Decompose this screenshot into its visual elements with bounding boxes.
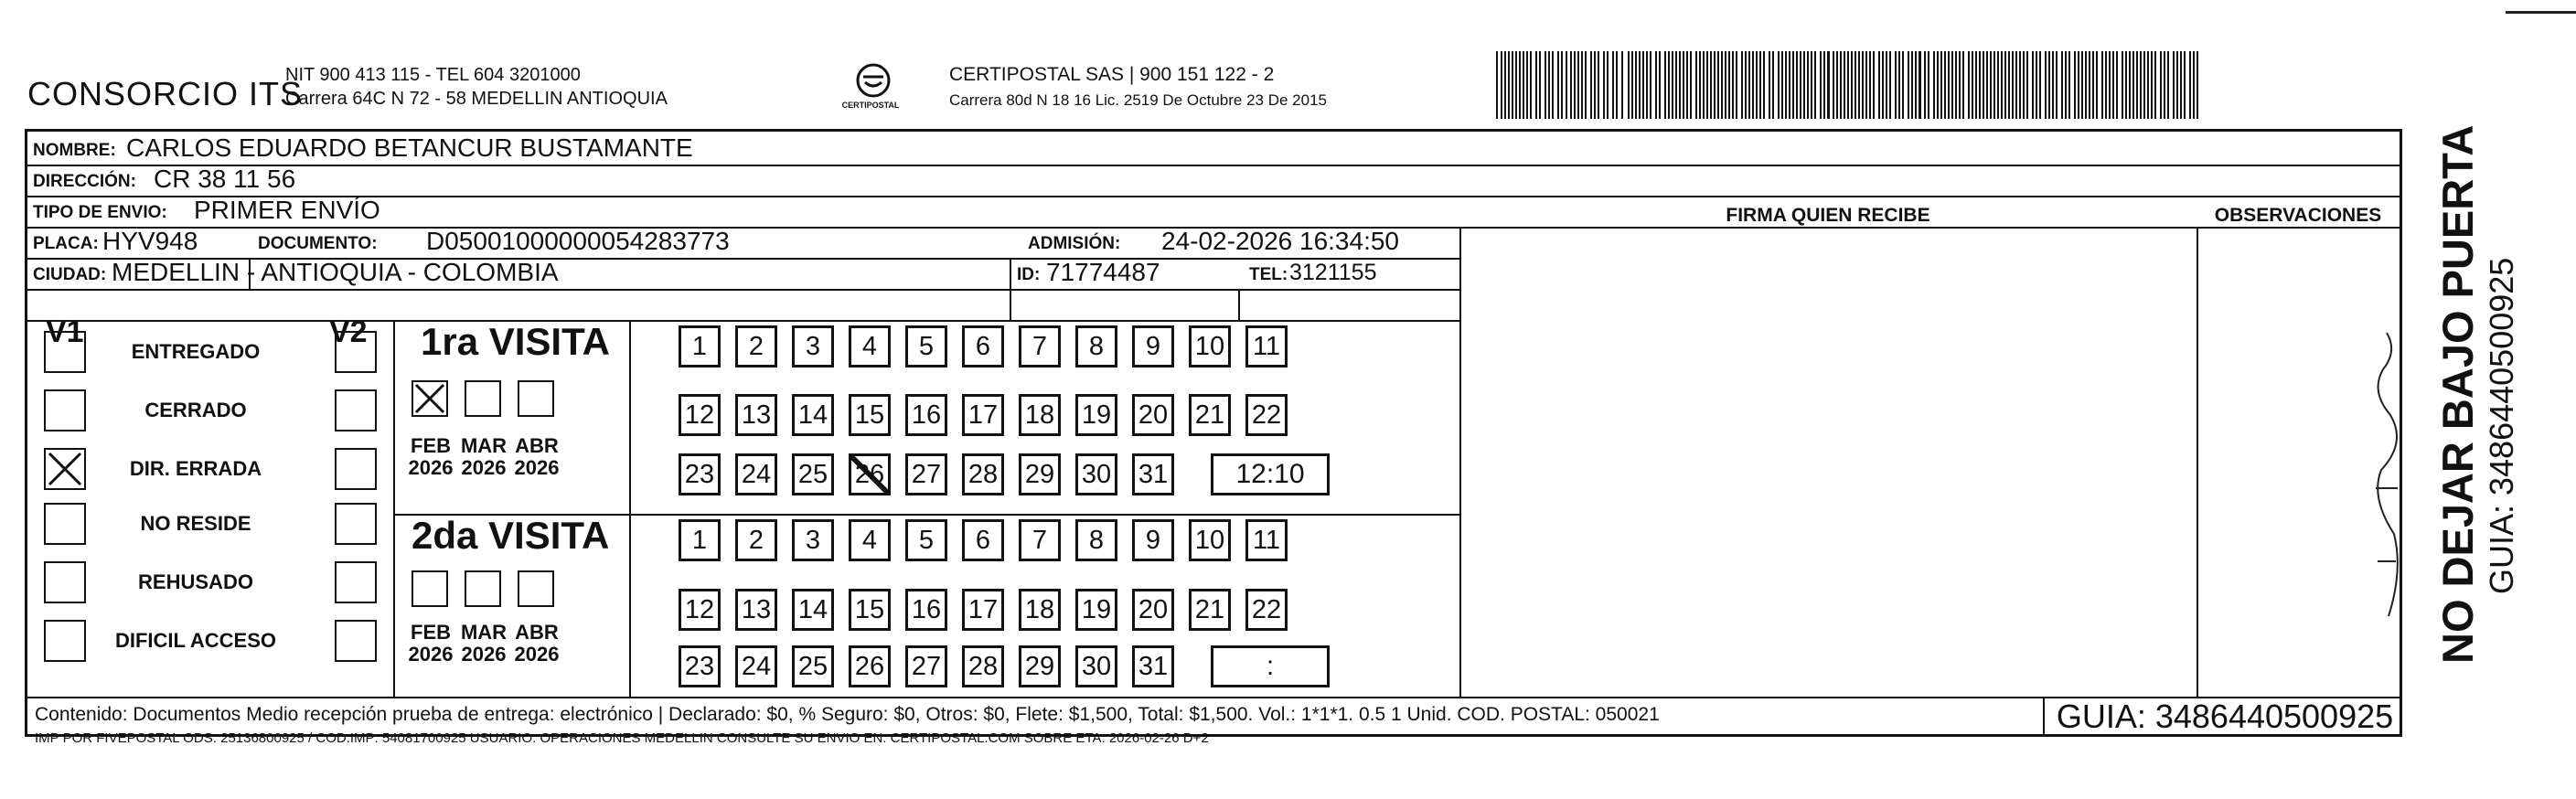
- day-box[interactable]: 12: [679, 589, 721, 631]
- day-box[interactable]: 23: [679, 645, 721, 687]
- day-box[interactable]: 25: [792, 645, 834, 687]
- day-box[interactable]: 23: [679, 453, 721, 495]
- day-box[interactable]: 18: [1019, 394, 1061, 436]
- day-box[interactable]: 2: [735, 325, 777, 368]
- status-label: DIFICIL ACCESO: [114, 629, 276, 652]
- year-label: 2026: [461, 456, 507, 479]
- month-label: MAR: [460, 621, 508, 644]
- day-box[interactable]: 29: [1019, 645, 1061, 687]
- first-visit-time[interactable]: 12:10: [1211, 453, 1330, 495]
- day-box[interactable]: 22: [1245, 394, 1288, 436]
- tipo-envio-value: PRIMER ENVÍO: [194, 196, 380, 224]
- day-box[interactable]: 11: [1245, 325, 1288, 368]
- day-box[interactable]: 13: [735, 394, 777, 436]
- day-box[interactable]: 6: [962, 519, 1004, 561]
- day-box[interactable]: 14: [792, 394, 834, 436]
- company-name: CONSORCIO ITS: [27, 75, 304, 112]
- tipo-envio-label: TIPO DE ENVIO:: [33, 203, 167, 222]
- v1-label: V1: [46, 314, 84, 349]
- day-box[interactable]: 17: [962, 589, 1004, 631]
- month-label: FEB: [411, 621, 451, 644]
- v2-checkbox[interactable]: [335, 331, 377, 373]
- day-box[interactable]: 16: [905, 394, 947, 436]
- direccion-value: CR 38 11 56: [154, 165, 296, 193]
- day-box[interactable]: 9: [1132, 325, 1174, 368]
- v2-checkbox[interactable]: [335, 620, 377, 662]
- admision-value: 24-02-2026 16:34:50: [1161, 227, 1399, 255]
- day-box[interactable]: 15: [849, 589, 891, 631]
- day-box[interactable]: 21: [1189, 394, 1231, 436]
- delivery-form: [25, 129, 2402, 746]
- day-box[interactable]: 5: [905, 519, 947, 561]
- day-box[interactable]: 4: [849, 325, 891, 368]
- day-box[interactable]: 27: [905, 453, 947, 495]
- day-box[interactable]: 20: [1132, 394, 1174, 436]
- day-box[interactable]: 1: [679, 519, 721, 561]
- day-box[interactable]: 2: [735, 519, 777, 561]
- partner-line: CERTIPOSTAL SAS | 900 151 122 - 2: [949, 64, 1275, 85]
- v2-checkbox[interactable]: [335, 561, 377, 603]
- day-box[interactable]: 14: [792, 589, 834, 631]
- first-visit-title: 1ra VISITA: [421, 320, 610, 363]
- status-label: ENTREGADO: [131, 340, 261, 363]
- day-box[interactable]: 3: [792, 519, 834, 561]
- year-label: 2026: [408, 643, 454, 666]
- company-nit: NIT 900 413 115 - TEL 604 3201000: [285, 65, 581, 85]
- month-label: MAR: [460, 434, 508, 457]
- day-box[interactable]: 17: [962, 394, 1004, 436]
- status-label: NO RESIDE: [140, 512, 251, 535]
- signature-mark: [2368, 324, 2405, 634]
- second-visit-title: 2da VISITA: [412, 514, 610, 557]
- v2-checkbox[interactable]: [335, 503, 377, 545]
- documento-value: D05001000000054283773: [426, 227, 730, 255]
- firma-header: FIRMA QUIEN RECIBE: [1726, 205, 1930, 226]
- nombre-value: CARLOS EDUARDO BETANCUR BUSTAMANTE: [126, 133, 693, 162]
- placa-label: PLACA:: [33, 234, 99, 253]
- ciudad-label: CIUDAD:: [33, 265, 107, 284]
- company-address: Carrera 64C N 72 - 58 MEDELLIN ANTIOQUIA: [285, 89, 668, 109]
- day-box[interactable]: 12: [679, 394, 721, 436]
- day-box[interactable]: 13: [735, 589, 777, 631]
- imp-text: IMP POR FIVEPOSTAL ODS: 25136800925 / COD.IMP: 54081700925 USUARIO: OPERACIONES MEDELLIN CONSULTE SU ENVIO EN: CERTIPOSTAL.COM SOBRE ETA: 2026-02-26 D+2: [35, 730, 1209, 746]
- tel-label: TEL:: [1249, 265, 1288, 284]
- month-checkbox[interactable]: [465, 380, 501, 417]
- license-line: Carrera 80d N 18 16 Lic. 2519 De Octubre 23 De 2015: [949, 91, 1327, 109]
- v1-checkbox[interactable]: [44, 561, 86, 603]
- v2-checkbox[interactable]: [335, 389, 377, 431]
- day-box[interactable]: 7: [1019, 325, 1061, 368]
- day-box[interactable]: 11: [1245, 519, 1288, 561]
- year-label: 2026: [514, 456, 560, 479]
- month-checkbox[interactable]: [412, 380, 448, 417]
- documento-label: DOCUMENTO:: [258, 234, 378, 253]
- v1-checkbox[interactable]: [44, 448, 86, 490]
- day-box[interactable]: 4: [849, 519, 891, 561]
- day-box[interactable]: 26: [849, 645, 891, 687]
- day-box[interactable]: 21: [1189, 589, 1231, 631]
- month-checkbox[interactable]: [465, 570, 501, 607]
- day-box[interactable]: 19: [1075, 394, 1117, 436]
- day-box[interactable]: 25: [792, 453, 834, 495]
- v1-checkbox[interactable]: [44, 389, 86, 431]
- side-notice: NO DEJAR BAJO PUERTA: [2433, 124, 2482, 664]
- day-box[interactable]: 18: [1019, 589, 1061, 631]
- month-checkbox[interactable]: [518, 570, 554, 607]
- day-box[interactable]: 27: [905, 645, 947, 687]
- ciudad-value: MEDELLIN - ANTIOQUIA - COLOMBIA: [112, 258, 559, 286]
- day-box[interactable]: 9: [1132, 519, 1174, 561]
- corner-line: [2506, 11, 2576, 14]
- day-box[interactable]: 30: [1075, 645, 1117, 687]
- v1-checkbox[interactable]: [44, 620, 86, 662]
- direccion-label: DIRECCIÓN:: [33, 172, 136, 191]
- month-label: FEB: [411, 434, 451, 457]
- status-label: DIR. ERRADA: [129, 457, 262, 480]
- day-box[interactable]: 26: [849, 453, 891, 495]
- admision-label: ADMISIÓN:: [1028, 234, 1121, 253]
- year-label: 2026: [408, 456, 454, 479]
- year-label: 2026: [461, 643, 507, 666]
- tel-value: 3121155: [1289, 260, 1377, 285]
- day-box[interactable]: 6: [962, 325, 1004, 368]
- day-box[interactable]: 24: [735, 453, 777, 495]
- day-box[interactable]: 1: [679, 325, 721, 368]
- id-label: ID:: [1017, 265, 1041, 284]
- day-box[interactable]: 20: [1132, 589, 1174, 631]
- day-box[interactable]: 19: [1075, 589, 1117, 631]
- barcode: [1496, 51, 2202, 119]
- year-label: 2026: [514, 643, 560, 666]
- day-box[interactable]: 8: [1075, 519, 1117, 561]
- day-box[interactable]: 7: [1019, 519, 1061, 561]
- status-label: CERRADO: [144, 399, 247, 421]
- status-label: REHUSADO: [138, 570, 253, 593]
- month-label: ABR: [515, 434, 559, 457]
- v2-label: V2: [329, 314, 368, 349]
- day-box[interactable]: 28: [962, 645, 1004, 687]
- day-box[interactable]: 3: [792, 325, 834, 368]
- logo-text: CERTIPOSTAL: [841, 101, 900, 110]
- day-box[interactable]: 31: [1132, 645, 1174, 687]
- id-value: 71774487: [1046, 258, 1160, 286]
- day-box[interactable]: 5: [905, 325, 947, 368]
- day-box[interactable]: 22: [1245, 589, 1288, 631]
- day-box[interactable]: 28: [962, 453, 1004, 495]
- guia-number: GUIA: 3486440500925: [2056, 698, 2394, 735]
- v1-checkbox[interactable]: [44, 331, 86, 373]
- v2-checkbox[interactable]: [335, 448, 377, 490]
- month-checkbox[interactable]: [518, 380, 554, 417]
- nombre-label: NOMBRE:: [33, 141, 116, 160]
- day-box[interactable]: 24: [735, 645, 777, 687]
- second-visit-time[interactable]: :: [1211, 645, 1330, 687]
- contenido-text: Contenido: Documentos Medio recepción prueba de entrega: electrónico | Declarado: $0, % Seguro: $0, Otros: $0, Flete: $1,500, Total: $1,500. Vol.: 1*1*1. 0.5 1 Unid. COD. POSTAL: 050021: [35, 704, 1660, 725]
- day-box[interactable]: 31: [1132, 453, 1174, 495]
- day-box[interactable]: 29: [1019, 453, 1061, 495]
- observaciones-header: OBSERVACIONES: [2214, 205, 2382, 226]
- day-box[interactable]: 15: [849, 394, 891, 436]
- day-box[interactable]: 10: [1189, 325, 1231, 368]
- day-box[interactable]: 30: [1075, 453, 1117, 495]
- month-checkbox[interactable]: [412, 570, 448, 607]
- placa-value: HYV948: [102, 227, 198, 255]
- side-guia: GUIA: 3486440500925: [2483, 257, 2520, 594]
- month-label: ABR: [515, 621, 559, 644]
- day-box[interactable]: 10: [1189, 519, 1231, 561]
- day-box[interactable]: 8: [1075, 325, 1117, 368]
- day-box[interactable]: 16: [905, 589, 947, 631]
- v1-checkbox[interactable]: [44, 503, 86, 545]
